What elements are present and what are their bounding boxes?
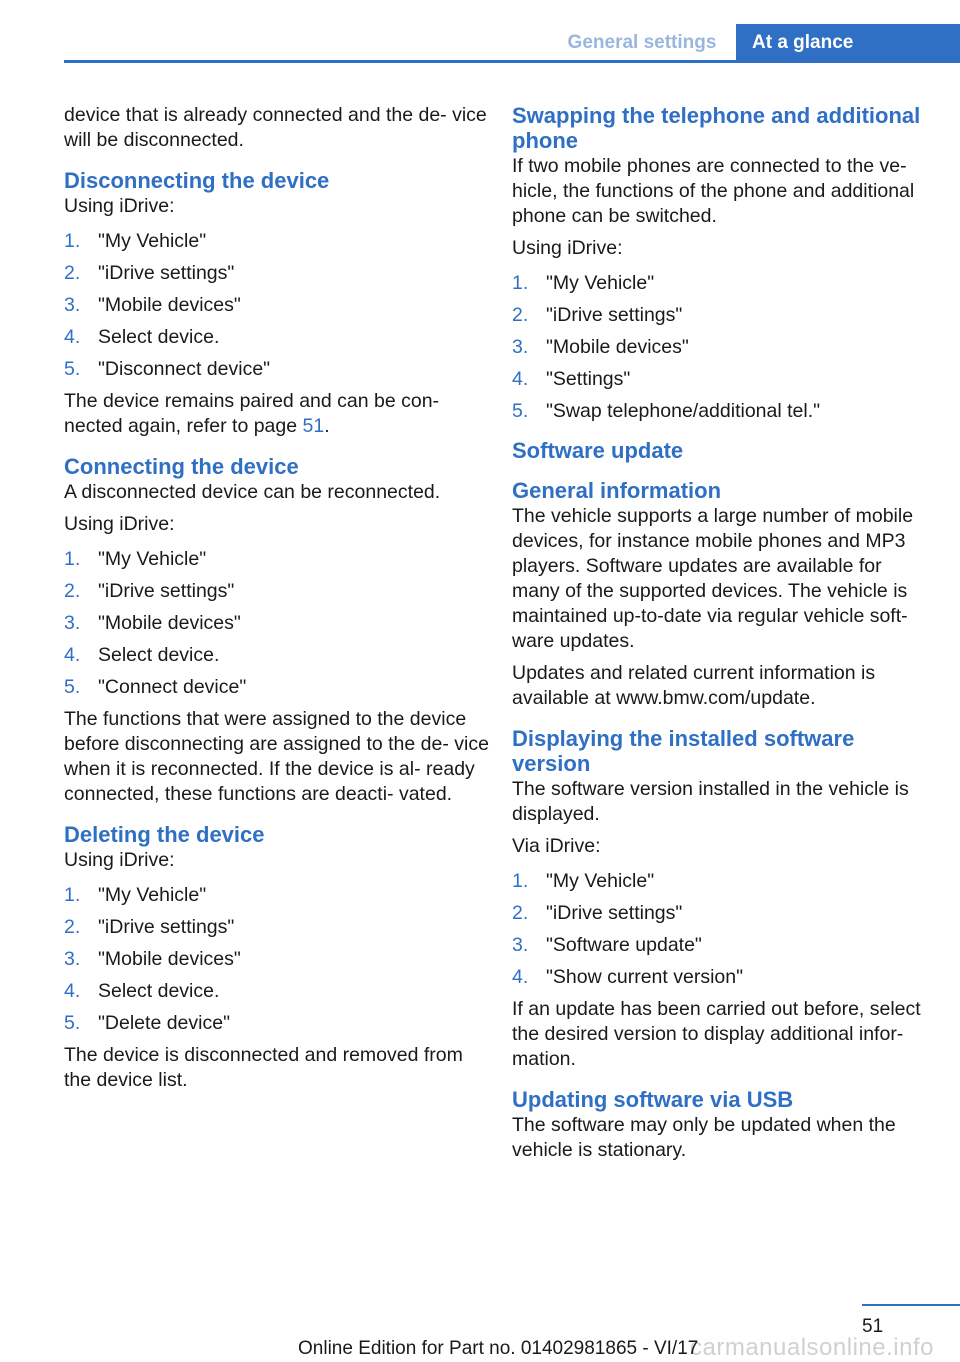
heading-software-update: Software update: [512, 438, 684, 463]
list-item: 3. "Mobile devices": [64, 948, 241, 970]
list-item: 3. "Mobile devices": [512, 336, 689, 358]
usb-intro: The software may only be updated when the vehicle is stationary.: [512, 1114, 896, 1161]
list-item: 2. "iDrive settings": [64, 580, 235, 602]
page-number: 51: [862, 1316, 884, 1337]
list-item: 4. Select device.: [64, 326, 220, 348]
connect-intro: A disconnected device can be reconnected.: [64, 481, 441, 503]
steps-display: [512, 869, 932, 990]
heading-swapping: Swapping the telephone and additional phone: [512, 103, 921, 153]
list-item: 4. "Settings": [512, 368, 631, 390]
general-para-2: Updates and related current information is available at www.bmw.com/update.: [512, 662, 876, 709]
list-item: 2. "iDrive settings": [512, 304, 683, 326]
list-item: 3. "Software update": [512, 934, 702, 956]
list-item: 2. "iDrive settings": [64, 262, 235, 284]
intro-paragraph: device that is already connected and the de‐ vice will be disconnected.: [64, 104, 487, 151]
using-idrive: Using iDrive:: [64, 849, 175, 871]
heading-connecting: Connecting the device: [64, 454, 299, 479]
using-idrive: Using iDrive:: [64, 195, 175, 217]
display-note: If an update has been carried out before, select the desired version to display additional infor‐ mation.: [512, 998, 921, 1070]
list-item: 4. Select device.: [64, 980, 220, 1002]
list-item: 1. "My Vehicle": [64, 548, 207, 570]
disconnect-note: The device remains paired and can be con‐ nected again, refer to page 51.: [64, 390, 440, 437]
list-item: 1. "My Vehicle": [64, 884, 207, 906]
list-item: 2. "iDrive settings": [512, 902, 683, 924]
heading-displaying-version: Displaying the installed software version: [512, 726, 855, 776]
list-item: 2. "iDrive settings": [64, 916, 235, 938]
list-item: 1. "My Vehicle": [64, 230, 207, 252]
steps-delete: [64, 883, 494, 1036]
list-item: 4. "Show current version": [512, 966, 744, 988]
steps-connect: [64, 547, 494, 700]
list-item: 5. "Disconnect device": [64, 358, 271, 380]
steps-swap: [512, 271, 932, 424]
list-item: 5. "Delete device": [64, 1012, 230, 1034]
display-intro: The software version installed in the vehicle is displayed.: [512, 778, 909, 825]
heading-general-information: General information: [512, 478, 722, 503]
list-item: 3. "Mobile devices": [64, 612, 241, 634]
watermark: carmanualsonline.info: [690, 1334, 934, 1361]
list-item: 5. "Swap telephone/additional tel.": [512, 400, 821, 422]
heading-disconnecting: Disconnecting the device: [64, 168, 330, 193]
steps-disconnect: [64, 229, 494, 382]
using-idrive: Using iDrive:: [64, 513, 175, 535]
list-item: 5. "Connect device": [64, 676, 247, 698]
footer-rule: [862, 1304, 960, 1306]
heading-deleting: Deleting the device: [64, 822, 265, 847]
heading-updating-usb: Updating software via USB: [512, 1087, 794, 1112]
list-item: 4. Select device.: [64, 644, 220, 666]
page-link[interactable]: 51: [302, 415, 325, 437]
header-rule: [64, 60, 960, 63]
tab-at-a-glance[interactable]: At a glance: [736, 24, 960, 63]
left-column: [64, 103, 494, 1100]
via-idrive: Via iDrive:: [512, 835, 601, 857]
right-column: [512, 103, 932, 1170]
list-item: 1. "My Vehicle": [512, 870, 655, 892]
connect-note: The functions that were assigned to the device before disconnecting are assigned to the de‐ vice when it is reconnected. If the device is al‐ ready connected, these functions are deacti‐ vated.: [64, 708, 489, 805]
delete-note: The device is disconnected and removed from the device list.: [64, 1044, 463, 1091]
tab-general-settings[interactable]: General settings: [548, 24, 736, 63]
list-item: 1. "My Vehicle": [512, 272, 655, 294]
using-idrive: Using iDrive:: [512, 237, 623, 259]
list-item: 3. "Mobile devices": [64, 294, 241, 316]
general-para-1: The vehicle supports a large number of mobile devices, for instance mobile phones and MP3 players. Software updates are available for many of the supported devices. The vehicle is maintained up-to-date via regular vehicle soft‐ ware updates.: [512, 505, 914, 652]
swap-intro: If two mobile phones are connected to the ve‐ hicle, the functions of the phone and additional phone can be switched.: [512, 155, 915, 227]
edition-footer: Online Edition for Part no. 01402981865 - VI/17: [298, 1338, 699, 1359]
